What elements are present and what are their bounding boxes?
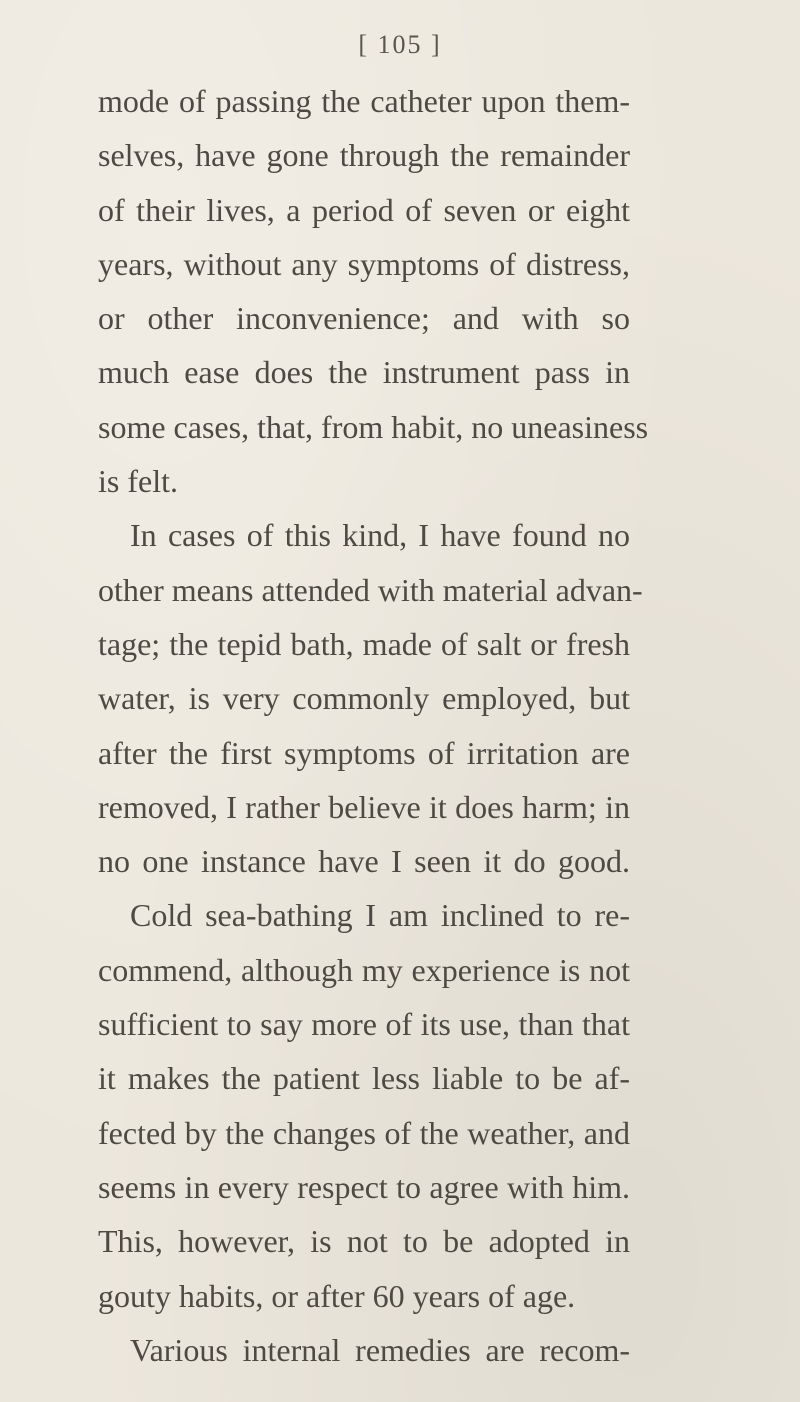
text-line: it makes the patient less liable to be af- xyxy=(98,1060,630,1097)
text-line: tage; the tepid bath, made of salt or fresh xyxy=(98,625,630,662)
text-line: is felt. xyxy=(98,463,178,500)
paragraph-start-line: Various internal remedies are recom- xyxy=(130,1331,630,1368)
text-line: other means attended with material advan- xyxy=(98,571,643,608)
text-line: seems in every respect to agree with him. xyxy=(98,1168,630,1205)
body-text xyxy=(98,74,649,1377)
text-line: some cases, that, from habit, no uneasiness xyxy=(98,408,649,445)
text-line: selves, have gone through the remainder xyxy=(98,137,630,174)
page-number: [ 105 ] xyxy=(358,30,442,59)
text-line: sufficient to say more of its use, than that xyxy=(98,1006,630,1043)
text-line: mode of passing the catheter upon them- xyxy=(98,83,630,119)
text-line: gouty habits, or after 60 years of age. xyxy=(98,1277,576,1314)
text-line: much ease does the instrument pass in xyxy=(98,354,630,391)
text-line: after the first symptoms of irritation are xyxy=(98,734,630,771)
text-line: or other inconvenience; and with so xyxy=(98,300,630,337)
text-line: water, is very commonly employed, but xyxy=(98,680,630,717)
text-line: of their lives, a period of seven or eight xyxy=(98,191,630,228)
text-line: years, without any symptoms of distress, xyxy=(98,245,630,282)
text-line: commend, although my experience is not xyxy=(98,951,630,988)
paragraph-start-line: Cold sea-bathing I am inclined to re- xyxy=(130,897,630,934)
text-line: fected by the changes of the weather, and xyxy=(98,1114,630,1151)
paragraph-start-line: In cases of this kind, I have found no xyxy=(130,517,630,554)
text-line: This, however, is not to be adopted in xyxy=(98,1223,630,1260)
text-line: removed, I rather believe it does harm; in xyxy=(98,788,630,825)
text-line: no one instance have I seen it do good. xyxy=(98,843,630,880)
